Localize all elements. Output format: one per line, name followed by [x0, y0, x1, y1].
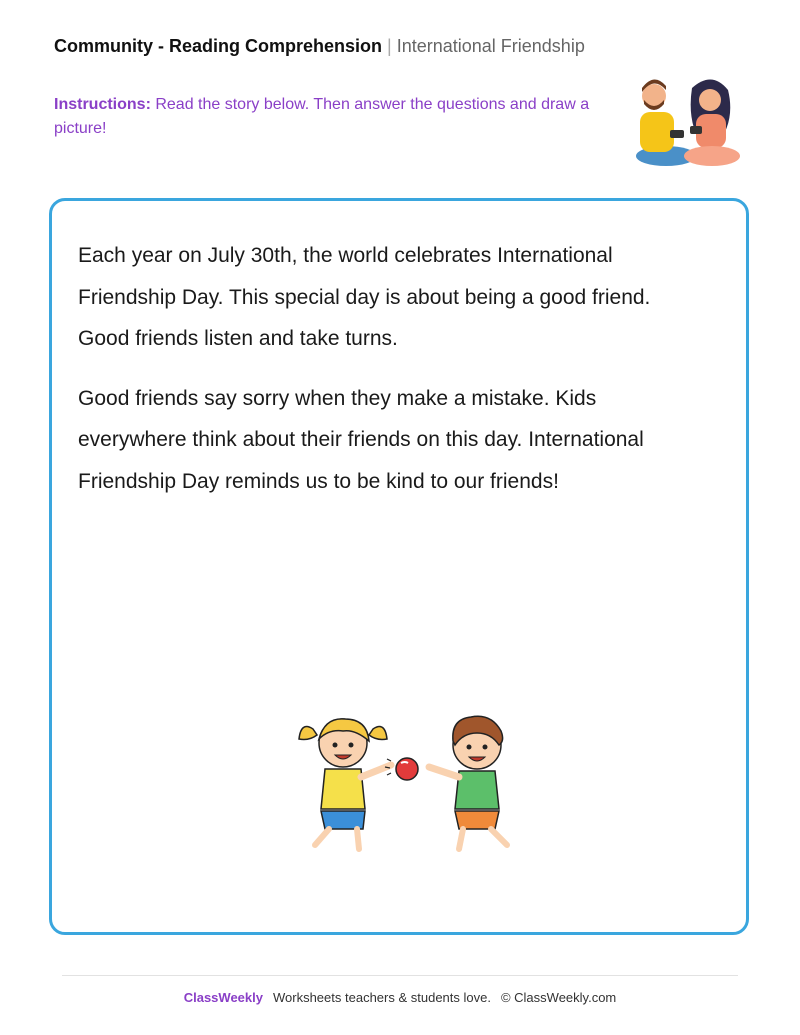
story-paragraph-2: Good friends say sorry when they make a mistake. Kids everywhere think about their friends on this day. International Friendship Day reminds us to be kind to our friends!	[78, 386, 644, 493]
boy-figure	[429, 716, 507, 849]
worksheet-header	[54, 36, 614, 57]
title-separator: |	[387, 36, 392, 56]
woman-figure	[684, 79, 740, 166]
story-paragraph-1: Each year on July 30th, the world celebrates International Friendship Day. This special day is about being a good friend. Good friends listen and take turns.	[78, 244, 651, 350]
footer-divider	[62, 975, 738, 976]
friends-illustration	[630, 74, 742, 174]
footer-copyright: © ClassWeekly.com	[500, 990, 617, 1005]
worksheet-subtitle: International Friendship	[396, 36, 585, 56]
footer-brand: ClassWeekly	[183, 990, 263, 1005]
kids-playing-illustration	[295, 711, 525, 861]
girl-figure	[299, 719, 391, 849]
worksheet-title: Community - Reading Comprehension	[54, 36, 383, 56]
story-box	[49, 198, 749, 935]
footer-tagline: Worksheets teachers & students love.	[272, 990, 491, 1005]
instructions-text: Read the story below. Then answer the questions and draw a picture!	[54, 96, 590, 137]
story-text	[78, 235, 698, 520]
instructions	[54, 93, 614, 141]
footer	[0, 990, 800, 1005]
instructions-label: Instructions:	[54, 96, 151, 113]
